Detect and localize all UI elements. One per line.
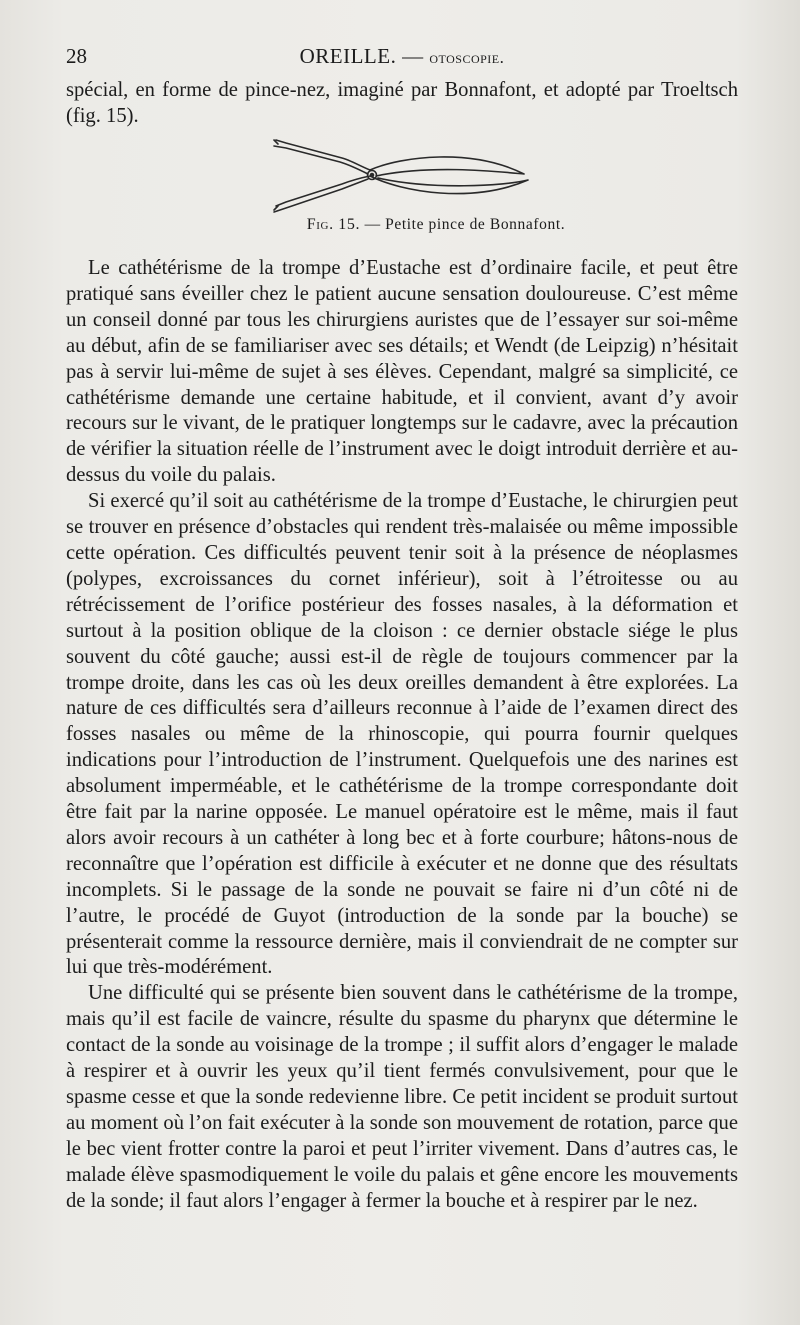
- figure-caption: [66, 216, 800, 234]
- figure-caption-text: — Petite pince de Bonnafont.: [364, 216, 566, 233]
- continuation-paragraph: spécial, en forme de pince-nez, imaginé par Bonnafont, et adopté par Troeltsch (fig. 15).: [66, 79, 738, 127]
- body-text: [66, 256, 738, 1215]
- paragraph-catheterism-easy: Le cathétérisme de la trompe d’Eustache est d’ordinaire facile, et peut être pratiqué sans éveiller chez le patient aucune sensation douloureuse. C’est même un conseil donné par tous les chirurgiens auristes que de l’essayer sur soi-même au début, afin de se familiariser avec ses détails; et Wendt (de Leipzig) n’hésitait pas à servir lui-même de sujet à ses élèves. Cependant, malgré sa simplicité, ce cathétérisme demande une certaine habitude, et il convient, avant d’y avoir recours sur le vivant, de le pratiquer longtemps sur le cadavre, avec la précaution de vérifier la situation réelle de l’instrument avec le doigt introduit derrière et au-dessus du voile du palais.: [66, 257, 738, 487]
- page-number: 28: [66, 44, 87, 68]
- paragraph-pharynx-spasm: Une difficulté qui se présente bien souvent dans le cathétérisme de la trompe, mais qu’il est facile de vaincre, résulte du spasme du pharynx que détermine le contact de la sonde au voisinage de la trompe ; il suffit alors d’engager le malade à respirer et à ouvrir les yeux qu’il tient fermés convulsivement, pour que le spasme cesse et que la sonde redevienne libre. Ce petit incident se produit surtout au moment où l’on fait exécuter à la sonde son mouvement de rotation, parce que le bec vient frotter contre la paroi et peut l’irriter vivement. Dans d’autres cas, le malade élève spasmodiquement le voile du palais et gêne encore les mouvements de la sonde; il faut alors l’engager à fermer la bouche et à respirer par le nez.: [66, 982, 738, 1212]
- page-header: [66, 44, 738, 74]
- running-title: OREILLE. —: [299, 44, 424, 68]
- continuation-block: [66, 78, 738, 130]
- figure-label: Fig. 15.: [306, 216, 361, 233]
- bonnafont-forceps-drawing: [272, 134, 540, 216]
- running-subtitle: otoscopie.: [429, 48, 505, 67]
- paragraph-obstacles: Si exercé qu’il soit au cathétérisme de la trompe d’Eustache, le chirurgien peut se trouver en présence d’obstacles qui rendent très-malaisée ou même impossible cette opération. Ces difficultés peuvent tenir soit à la présence de néoplasmes (polypes, excroissances du cornet inférieur), soit à l’étroitesse ou au rétrécissement de l’orifice postérieur des fosses nasales, à la déformation et surtout à la position oblique de la cloison : ce dernier obstacle siége le plus souvent du côté gauche; aussi est-il de règle de toujours commencer par la trompe droite, dans les cas où les deux oreilles demandent à être explorées. La nature de ces difficultés sera d’ailleurs reconnue à l’aide de l’examen direct des fosses nasales ou même de la rhinoscopie, qui pourra fournir quelques indications pour l’introduction de l’instrument. Quelquefois une des narines est absolument imperméable, et le cathétérisme de la trompe correspondante doit être fait par la narine opposée. Le manuel opératoire est le même, mais il faut alors avoir recours à un cathéter à long bec et à forte courbure; hâtons-nous de reconnaître que l’opération est difficile à exécuter et ne donne que des résultats incomplets. Si le passage de la sonde ne pouvait se faire ni d’un côté ni de l’autre, le procédé de Guyot (introduction de la sonde par la bouche) se présenterait comme la ressource dernière, mais il conviendrait de ne compter sur lui que très-modérément.: [66, 490, 738, 979]
- running-head: [66, 44, 738, 69]
